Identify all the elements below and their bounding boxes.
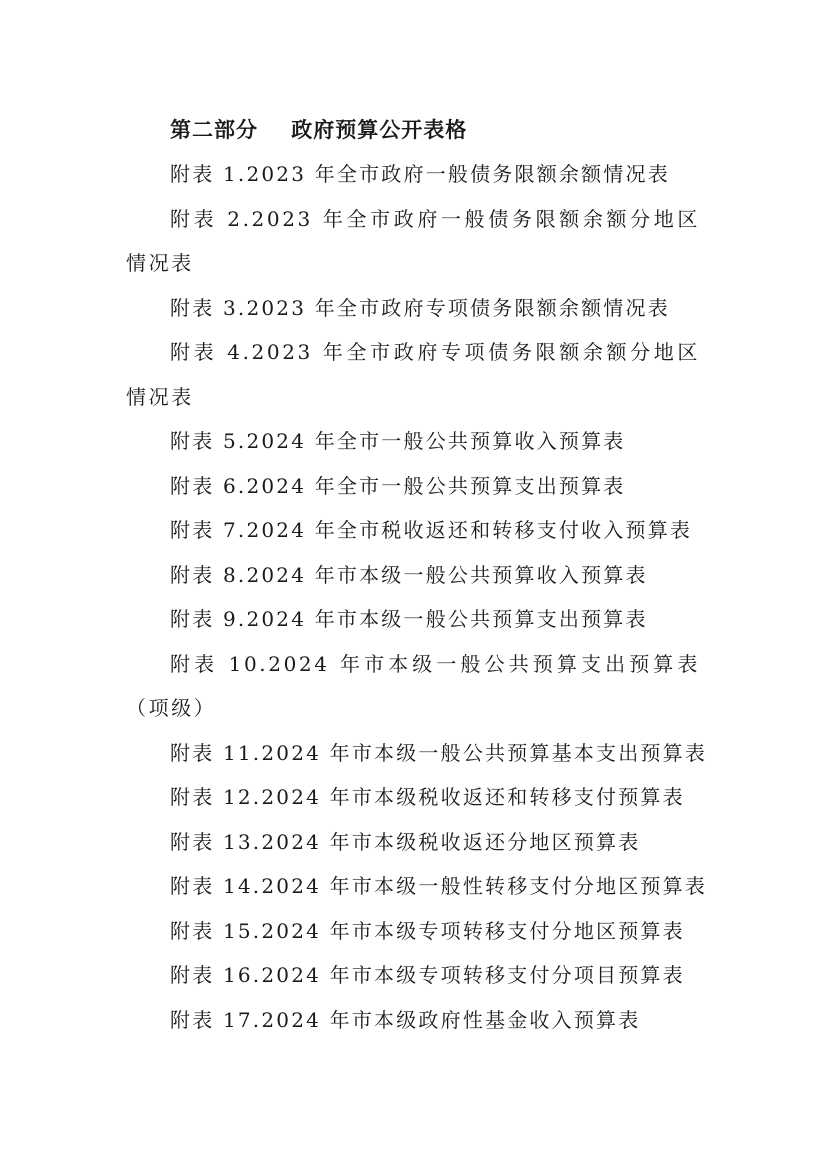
appendix-table-6: 附表 6.2024 年全市一般公共预算支出预算表 <box>170 473 626 498</box>
appendix-table-14: 附表 14.2024 年市本级一般性转移支付分地区预算表 <box>170 874 708 898</box>
appendix-table-13: 附表 13.2024 年市本级税收返还分地区预算表 <box>170 829 641 854</box>
section-heading <box>126 108 700 152</box>
section-part-label: 第二部分 <box>170 118 258 142</box>
appendix-table-11: 附表 11.2024 年市本级一般公共预算基本支出预算表 <box>170 740 708 765</box>
appendix-table-17: 附表 17.2024 年市本级政府性基金收入预算表 <box>170 1007 641 1032</box>
appendix-table-2: 附表 2.2023 年全市政府一般债务限额余额分地区情况表 <box>126 206 700 275</box>
appendix-table-12: 附表 12.2024 年市本级税收返还和转移支付预算表 <box>170 785 685 809</box>
appendix-table-8: 附表 8.2024 年市本级一般公共预算收入预算表 <box>170 562 648 587</box>
appendix-table-15: 附表 15.2024 年市本级专项转移支付分地区预算表 <box>170 918 685 943</box>
appendix-table-5: 附表 5.2024 年全市一般公共预算收入预算表 <box>170 429 626 453</box>
appendix-table-16: 附表 16.2024 年市本级专项转移支付分项目预算表 <box>170 963 685 987</box>
appendix-table-9: 附表 9.2024 年市本级一般公共预算支出预算表 <box>170 607 648 631</box>
appendix-table-10: 附表 10.2024 年市本级一般公共预算支出预算表（项级） <box>126 651 700 720</box>
appendix-table-3: 附表 3.2023 年全市政府专项债务限额余额情况表 <box>170 295 670 320</box>
section-title: 政府预算公开表格 <box>291 118 468 142</box>
appendix-table-4: 附表 4.2023 年全市政府专项债务限额余额分地区情况表 <box>126 340 700 409</box>
appendix-table-1: 附表 1.2023 年全市政府一般债务限额余额情况表 <box>170 162 670 186</box>
appendix-table-7: 附表 7.2024 年全市税收返还和转移支付收入预算表 <box>170 518 693 542</box>
document-content <box>126 108 708 1042</box>
